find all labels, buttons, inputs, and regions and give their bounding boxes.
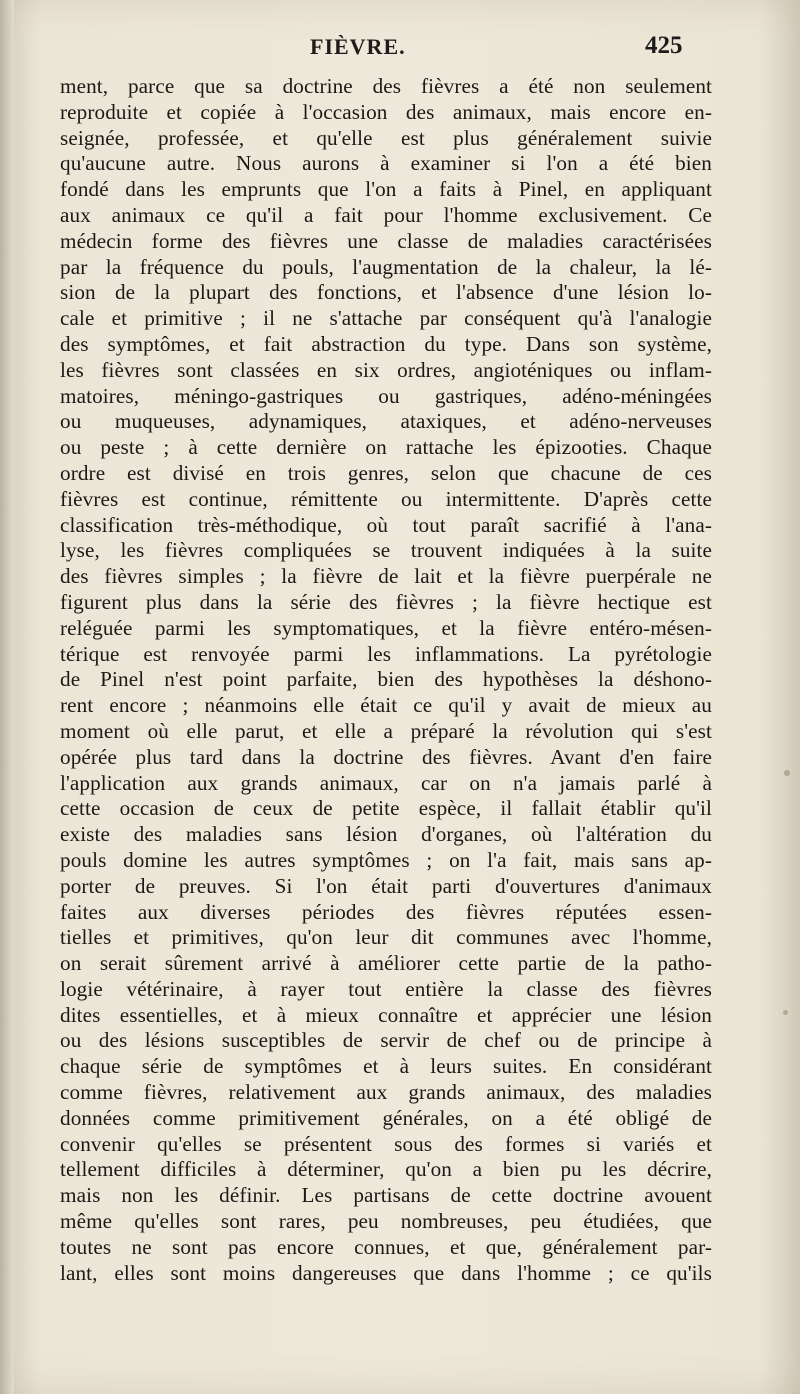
text-line: rent encore ; néanmoins elle était ce qu'il y avait de mieux au (60, 693, 712, 718)
text-line: ou peste ; à cette dernière on rattache les épizooties. Chaque (60, 435, 712, 460)
text-line: données comme primitivement générales, on a été obligé de (60, 1105, 712, 1130)
text-line: sion de la plupart des fonctions, et l'absence d'une lésion lo- (60, 280, 712, 305)
text-line: même qu'elles sont rares, peu nombreuses, peu étudiées, que (60, 1209, 712, 1234)
text-line: reproduite et copiée à l'occasion des animaux, mais encore en- (60, 99, 712, 124)
paper-stain (784, 770, 790, 776)
text-line: des fièvres simples ; la fièvre de lait et la fièvre puerpérale ne (60, 564, 712, 589)
text-line: logie vétérinaire, à rayer tout entière la classe des fièvres (60, 976, 712, 1001)
running-head (60, 30, 700, 66)
text-line: comme fièvres, relativement aux grands animaux, des maladies (60, 1080, 712, 1105)
text-line: tielles et primitives, qu'on leur dit communes avec l'homme, (60, 925, 712, 950)
text-line: mais non les définir. Les partisans de cette doctrine avouent (60, 1183, 712, 1208)
text-line: l'application aux grands animaux, car on n'a jamais parlé à (60, 770, 712, 795)
text-line: dites essentielles, et à mieux connaître et apprécier une lésion (60, 1002, 712, 1027)
text-line: lyse, les fièvres compliquées se trouvent indiquées à la suite (60, 538, 712, 563)
body-text (60, 74, 712, 1286)
text-line: reléguée parmi les symptomatiques, et la fièvre entéro-mésen- (60, 615, 712, 640)
text-line: médecin forme des fièvres une classe de maladies caractérisées (60, 228, 712, 253)
text-line: moment où elle parut, et elle a préparé la révolution qui s'est (60, 718, 712, 743)
text-line: tellement difficiles à déterminer, qu'on a bien pu les décrire, (60, 1157, 712, 1182)
text-line: ou des lésions susceptibles de servir de chef ou de principe à (60, 1028, 712, 1053)
paper-stain (783, 1010, 788, 1015)
text-line: cette occasion de ceux de petite espèce, il fallait établir qu'il (60, 796, 712, 821)
text-line: figurent plus dans la série des fièvres ; la fièvre hectique est (60, 589, 712, 614)
text-line: ou muqueuses, adynamiques, ataxiques, et adéno-nerveuses (60, 409, 712, 434)
text-line: par la fréquence du pouls, l'augmentation de la chaleur, la lé- (60, 254, 712, 279)
page-number: 425 (645, 32, 683, 59)
text-line: cale et primitive ; il ne s'attache par conséquent qu'à l'analogie (60, 306, 712, 331)
text-line: classification très-méthodique, où tout paraît sacrifié à l'ana- (60, 512, 712, 537)
text-line: existe des maladies sans lésion d'organes, où l'altération du (60, 822, 712, 847)
text-line: térique est renvoyée parmi les inflammations. La pyrétologie (60, 641, 712, 666)
text-line: les fièvres sont classées en six ordres, angioténiques ou inflam- (60, 357, 712, 382)
text-line: pouls domine les autres symptômes ; on l'a fait, mais sans ap- (60, 847, 712, 872)
text-line: aux animaux ce qu'il a fait pour l'homme exclusivement. Ce (60, 202, 712, 227)
running-title: FIÈVRE. (310, 34, 406, 59)
text-line: ordre est divisé en trois genres, selon que chacune de ces (60, 460, 712, 485)
text-line: chaque série de symptômes et à leurs suites. En considérant (60, 1054, 712, 1079)
text-line: faites aux diverses périodes des fièvres réputées essen- (60, 899, 712, 924)
text-line: porter de preuves. Si l'on était parti d'ouvertures d'animaux (60, 873, 712, 898)
text-line: fièvres est continue, rémittente ou intermittente. D'après cette (60, 486, 712, 511)
text-line: opérée plus tard dans la doctrine des fièvres. Avant d'en faire (60, 744, 712, 769)
text-line: toutes ne sont pas encore connues, et que, généralement par- (60, 1234, 712, 1259)
page-gutter-shadow (0, 0, 14, 1394)
text-line: ment, parce que sa doctrine des fièvres a été non seulement (60, 74, 712, 98)
text-line: de Pinel n'est point parfaite, bien des hypothèses la déshono- (60, 667, 712, 692)
text-line: qu'aucune autre. Nous aurons à examiner si l'on a été bien (60, 151, 712, 176)
text-line: matoires, méningo-gastriques ou gastriques, adéno-méningées (60, 383, 712, 408)
text-line: lant, elles sont moins dangereuses que dans l'homme ; ce qu'ils (60, 1260, 712, 1285)
text-line: des symptômes, et fait abstraction du type. Dans son système, (60, 331, 712, 356)
text-line: seignée, professée, et qu'elle est plus généralement suivie (60, 125, 712, 150)
text-line: fondé dans les emprunts que l'on a faits à Pinel, en appliquant (60, 177, 712, 202)
text-line: on serait sûrement arrivé à améliorer cette partie de la patho- (60, 951, 712, 976)
text-line: convenir qu'elles se présentent sous des formes si variés et (60, 1131, 712, 1156)
